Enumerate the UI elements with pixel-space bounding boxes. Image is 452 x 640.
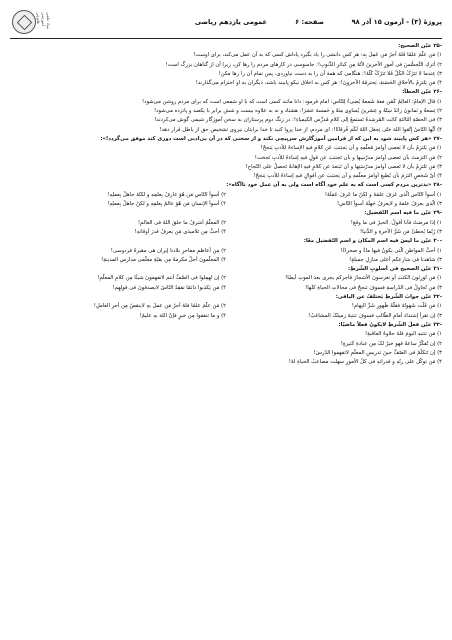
question-stem	[10, 321, 442, 330]
question-number: -۳۲	[433, 294, 442, 301]
question-stem	[10, 135, 442, 144]
answer-option: ۲) المعلّمُ أشرفُ ما خلقَ اللهُ فی العالمِ!	[137, 219, 226, 226]
question-text: عيّن الصحيح:	[398, 43, 432, 49]
options-row	[10, 228, 442, 237]
page-header	[10, 8, 442, 39]
question-stem	[10, 181, 442, 190]
question-number: -۲۶	[433, 89, 442, 96]
answer-option: ۲) إن تُفکّرْ ساعةً فهو خیرٌ لکَ مِن عبادةِ کثیرةٍ!	[340, 340, 442, 347]
question-text: «بدترین مردم کسی است که به علم خود آگاه است ولی به آن عمل خود ناآگاه»:	[226, 182, 432, 189]
answer-option: ۳) إن تقرأ إشتدادَ أمامِ الطّالبِ فسوفَ تنتبهُ زمیلکَ المشاغبُ!	[308, 312, 442, 319]
options-row	[10, 247, 442, 256]
answer-option: ۴) و ما تنفقوا مِن خیرٍ فإنّ اللهَ بهِ علیمٌ!	[139, 312, 226, 319]
question-stem	[10, 88, 442, 97]
options-row	[10, 312, 442, 321]
answer-option: ۳) مَن تَلتزِمُ بأن لا تَعصی أوامرَ مدرّسَتِها و أن تَبتعدَ عن کلامٍ فیهِ الإهانةُ تَحصلُ علی النّجاحِ!	[245, 163, 442, 170]
answer-option: ۲) أَتركِ التَّجسُّسَ فی أمورِ الآخرینَ لأنّهُ مِن کبائرِ الذُّنوبِ!: جاسوسی در کارهای مردم را رها کن، زیرا آن از گناهان بزرگ است!	[165, 61, 442, 68]
answer-option: ۳) مَن تُحاولُ فی الدّراسةِ فسوفَ تنجحُ فی مجالاتِ الحیاةِ کلِّها!	[305, 284, 442, 291]
options-row	[10, 274, 442, 283]
options-row	[10, 200, 442, 209]
question-number: -۳۰	[433, 238, 442, 245]
question-text: عيّن ما لیسَ فیه اسم المکان و اسم التّفضیل معًا:	[303, 238, 432, 245]
answer-option: ۱) إذا مرضتُ فأنا أقولُ: الخیرُ فی ما وقعَ!	[350, 219, 442, 226]
question-text: «هر کس پایبند شود به این که از فرامین آموزگارش سرپیچی نکند و از سخنی که در آن بی‌ادبی است دوری کند موفق می‌گردد!»:	[100, 135, 432, 142]
options-row	[10, 191, 442, 200]
question-block	[10, 181, 442, 209]
question-text: عيّن جوابَ الشّرطِ یَختلفُ عن الباقی:	[335, 294, 432, 301]
answer-option: ۱) قالَ الإمامُ: العالِمُ کَمَن مَعهُ شَمعةٌ یُضیءُ لِلنّاسِ: امام فرمود: دانا مانند کسی است که با او شمعی است که برای مردم روشن می‌شود!	[142, 98, 442, 105]
answer-option: ۴) أسوأُ الإنسانِ مَن هُوَ عالمٌ بِعلمِهِ و لکنْ جاهلٌ بِعملِهِ!	[107, 201, 226, 208]
question-text: عيّن ما فیه اسم التّفضیل:	[364, 210, 432, 217]
question-block	[10, 321, 442, 367]
answer-option: ۳) فی الحصّةِ الثالثةِ کانَت المُرشِدةُ تَستمعُ إلی کلامِ مُدرِّسِ الکیمیاءِ!: در زنگ دوم پرستاران به سخن آموزگار شیمی گوش می‌کردند!	[154, 117, 442, 124]
question-block	[10, 135, 442, 181]
subject-label: عمومی یازدهم ریاضی	[194, 18, 267, 26]
options-row	[10, 219, 442, 228]
question-stem	[10, 209, 442, 218]
questions-list	[10, 42, 442, 367]
answer-option: ۳) شاهدنا فی شارعکم أعلی منازلِ جمیلةٍ!	[349, 256, 442, 263]
answer-option: ۴) مَن یَلتزِمُ بالأخلاقِ الحَسَنةِ، یَحترمُهُ الآخرونَ!: هر کس به اخلاق نیکو پایبند باشد، دیگران به او احترام می‌گذارند!	[195, 80, 442, 87]
question-stem	[10, 265, 442, 274]
answer-option: ۴) أحبُّ مِن تلامیذی مَن یعرفُ قدرَ أوقاتهِ!	[134, 228, 226, 235]
answer-option: ۲) إن تُهمِلوا فی الصّفِّ أنتم لاتفهمونَ شیئًا مِن کلامِ المعلّمِ!	[97, 275, 226, 282]
options-row	[10, 256, 442, 265]
answer-option: ۱) مَن تُورِثونَ الکتبَ أو تغرسونَ الأشجارَ فأجرکم یجری بعدَ الموتِ أیضًا!	[285, 275, 442, 282]
question-number: -۲۹	[433, 210, 442, 217]
question-text: عيّن فعلَ الشّرطِ لایکونُ فعلاً ماضیًا:	[338, 321, 432, 328]
answer-option: ۲) أسوأُ النّاسِ مَن هُوَ عارفٌ بِعلمِهِ و لکنّهُ جاهلٌ بِعملِهِ!	[107, 191, 226, 198]
question-block	[10, 42, 442, 88]
answer-option: ۳) الّذی یعرفُ علمَهُ و لایعرفُ جَهلَهُ أسوأُ النّاسِ!	[336, 201, 442, 208]
options-row	[10, 284, 442, 293]
logo-text: بنیاد علمی آموزشی قلم‌چی	[36, 12, 51, 30]
question-stem	[10, 293, 442, 302]
answer-option: ۲) تِسعةٌ و ثمانونَ زائدٌ سِتّةٌ و عِشرینَ یُساوی مِئةً و خَمسةَ عشرَ!: هشتاد و نه به علاوه بیست و شش برابر با یکصد و پانزده می‌شود!	[154, 108, 442, 115]
answer-option: ۳) رُبّما یُخطئُ مَن شَرَّ الأخرةِ و الدُّنیا!	[359, 228, 442, 235]
answer-option: ۱) مَن علّمَ علمًا فَلهُ أجرُ مَن عَمِلَ بِه: هر کس دانشی را یاد بگیرد پاداش کسی که به آن عمل می‌کند، برای اوست!	[193, 52, 442, 59]
logo-icon	[12, 10, 36, 34]
question-number: -۳۳	[433, 321, 442, 328]
question-stem	[10, 42, 442, 51]
question-number: -۲۸	[433, 182, 442, 189]
answer-option: ۴) أیّ شَخصٍ التزمَ بأن یُطیعَ أوامرَ معلّمهِ و أن یَجتنبَ عن أقوالٍ فیهِ إساءةٌ للأدبِ یَنجحُ!	[253, 173, 442, 180]
answer-option: ۳) عِندما لا تَترُکُ الکُلَّ فَلا تَترُکْ کُلَّهُ!: هنگامی که همهٔ آن را به دست نیاوردی، پس تمام آن را رها مکن!	[218, 70, 442, 77]
exam-title: پروژهٔ (۳) - آزمون ۱۵ آذر ۹۸	[351, 18, 442, 26]
question-block	[10, 293, 442, 321]
question-stem	[10, 237, 442, 246]
question-text: عيّن الصحیح فی أسلوبِ الشّرطِ:	[347, 266, 432, 273]
question-block	[10, 209, 442, 237]
options-row	[10, 302, 442, 311]
question-block	[10, 237, 442, 265]
answer-option: ۲) مَن التزمتَ بأن تَعصی أوامرَ مدرّسِها و بأن تَجتنبَ عن قولٍ فیهِ إساءةٌ للأدبِ نَجحَت!	[254, 154, 442, 161]
exam-page	[10, 8, 442, 632]
answer-option: ۱) أسوأُ النّاسِ الّذی عَرفَ علمَهُ و لکنّ ما عَرفَ عَمَلَهُ!	[324, 191, 442, 198]
answer-option: ۱) مَن یَلتزِمُ بأن لا یَعصی أوامرَ مُعلّمِهِ و أن یَجتنبَ عَن کلامٍ فیهِ الإساءةُ للأدبِ یَنجحُ!	[260, 145, 442, 152]
answer-option: ۱) مَن تنتبهِ الیومَ فلهُ حلاوةُ العاقبةِ!	[365, 331, 442, 338]
answer-option: ۲) مَن علّمَ علمًا فلهُ أجرُ مَن عملَ بهِ لاینقصُ مِن أجرِ العاملِ!	[93, 303, 226, 310]
answer-option: ۴) أیُّها النّاسُ إِتَّقوا اللهَ حَتّی یَجعَلَ اللهُ لَکُم فُرقانًا!: ای مردم، از خدا پروا کنید تا خدا برایتان نیروی تشخیص حق از باطل قرار دهد!	[159, 126, 442, 133]
question-block	[10, 88, 442, 134]
page-number: صفحه: ۶	[295, 18, 324, 26]
answer-option: ۱) أحبُّ المواطنِ الّتی یکونُ فیها ماءٌ و صحراءٌ!	[340, 247, 442, 254]
question-number: -۲۵	[433, 43, 442, 49]
answer-option: ۳) إن تَتکلّمْ فی الصّفِّ حینَ تدریسِ المعلّمِ لاتفهموا الدّرسَ!	[313, 349, 442, 356]
logo	[10, 8, 54, 36]
question-block	[10, 265, 442, 293]
answer-option: ۴) مَن یَکذبوا دائمًا تفقِدُ النّاسُ لایصدقونَ فی قولِهِم!	[112, 284, 226, 291]
answer-option: ۴) المعلّمونَ أجلُّ مکرمةً مِن بقیّةِ معلّمی مدارسِ المدینةِ!	[101, 256, 226, 263]
question-text: عيّن الخطأ:	[402, 89, 432, 96]
answer-option: ۱) مَن قَلَّت شَهوتُهُ فقلّةُ ظُهورِ شَرِّ الیِهامِ!	[351, 303, 442, 310]
question-number: -۳۱	[433, 266, 442, 273]
answer-option: ۴) مَن توکّل علی ربّهِ و قدراتهِ فی کلِّ الأمورِ سهلت مصاعبُ الحیاةِ لهُ!	[288, 359, 442, 366]
answer-option: ۲) مِن أعاظمِ مفاخرِ بلادنا إیران هی مقبرةُ فردوسی!	[110, 247, 226, 254]
question-number: -۲۷	[433, 135, 442, 142]
